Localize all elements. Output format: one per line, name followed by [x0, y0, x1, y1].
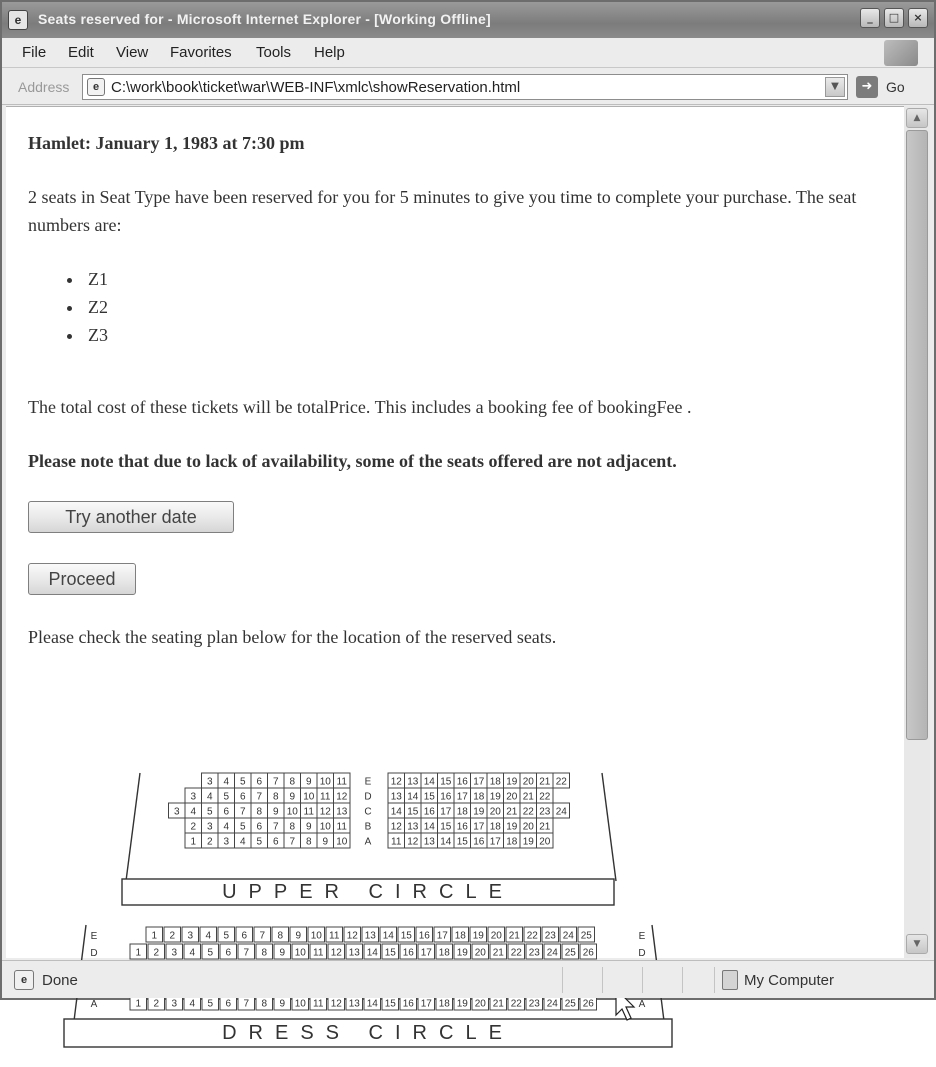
proceed-button[interactable]: Proceed — [28, 563, 136, 595]
row-label: C — [364, 806, 372, 818]
seat-number: 3 — [223, 836, 230, 848]
seat-number: 4 — [190, 806, 197, 818]
seat-number: 8 — [289, 776, 296, 788]
seat-number: 8 — [261, 998, 268, 1010]
seat-number: 8 — [256, 806, 263, 818]
seat-number: 5 — [207, 947, 214, 959]
seat-number: 26 — [582, 947, 594, 959]
seat-number: 19 — [456, 947, 468, 959]
scroll-thumb[interactable] — [906, 130, 928, 740]
seat-number: 14 — [423, 821, 435, 833]
scroll-down-icon[interactable]: ▼ — [906, 934, 928, 954]
seat-number: 6 — [225, 947, 232, 959]
seat-number: 12 — [319, 806, 331, 818]
seat-number: 18 — [438, 998, 450, 1010]
seat-number: 12 — [336, 791, 348, 803]
seat-number: 8 — [261, 947, 268, 959]
row-label: A — [638, 999, 646, 1010]
address-label: Address — [18, 79, 70, 95]
seat-number: 14 — [440, 836, 452, 848]
seat-number: 20 — [490, 930, 502, 942]
seat-number: 21 — [492, 998, 504, 1010]
seat-number: 12 — [330, 998, 342, 1010]
row-label: D — [90, 948, 98, 959]
seat-number: 8 — [272, 791, 279, 803]
seat-number: 15 — [440, 776, 452, 788]
seat-number: 26 — [582, 998, 594, 1010]
seat-number: 19 — [489, 791, 501, 803]
status-divider — [562, 967, 563, 993]
row-label: D — [364, 791, 372, 803]
seat-number: 8 — [305, 836, 312, 848]
seat-number: 12 — [407, 836, 419, 848]
seat-number: 24 — [546, 998, 558, 1010]
total-cost-text: The total cost of these tickets will be totalPrice. This includes a booking fee of bookingFee . — [28, 397, 692, 417]
maximize-button[interactable]: □ — [884, 8, 904, 28]
seat-number: 11 — [391, 836, 402, 848]
go-arrow-icon[interactable]: ➜ — [856, 76, 878, 98]
seat-number: 21 — [539, 776, 551, 788]
window-title: Seats reserved for - Microsoft Internet Explorer - [Working Offline] — [38, 11, 491, 27]
seat-number: 9 — [279, 947, 286, 959]
seat-number: 1 — [135, 998, 142, 1010]
seat-number: 15 — [423, 791, 435, 803]
seat-number: 11 — [313, 998, 324, 1010]
seat-number: 22 — [510, 998, 522, 1010]
seat-number: 25 — [580, 930, 592, 942]
seat-number: 19 — [506, 776, 518, 788]
status-divider — [714, 967, 715, 993]
seat-number: 10 — [294, 998, 306, 1010]
seat-number: 3 — [171, 998, 178, 1010]
seat-number: 10 — [319, 821, 331, 833]
seat-number: 9 — [305, 821, 312, 833]
seat-number: 16 — [473, 836, 485, 848]
seat-number: 13 — [407, 776, 419, 788]
seat-number: 12 — [390, 821, 402, 833]
seat-number: 19 — [473, 806, 485, 818]
seat-number: 11 — [303, 806, 314, 818]
seat-number: 6 — [225, 998, 232, 1010]
seat-number: 20 — [474, 998, 486, 1010]
availability-note: Please note that due to lack of availability, some of the seats offered are not adjacent. — [28, 451, 677, 471]
seat-number: 14 — [366, 947, 378, 959]
seat-number: 16 — [440, 791, 452, 803]
seat-number: 17 — [420, 947, 432, 959]
title-bar — [2, 2, 934, 38]
seating-plan-text: Please check the seating plan below for the location of the reserved seats. — [28, 627, 557, 647]
seat-number: 11 — [336, 776, 347, 788]
seat-number: 13 — [423, 836, 435, 848]
seat-number: 2 — [190, 821, 197, 833]
seat-number: 8 — [289, 821, 296, 833]
seat-number: 18 — [506, 836, 518, 848]
status-bar — [2, 960, 934, 998]
seat-number: 11 — [336, 821, 347, 833]
seat-number: 22 — [555, 776, 567, 788]
seat-number: 3 — [187, 930, 194, 942]
seat-number: 7 — [289, 836, 296, 848]
seat-number: 22 — [526, 930, 538, 942]
seat-number: 7 — [256, 791, 263, 803]
seat-number: 4 — [239, 836, 246, 848]
dress-circle-label: DRESS CIRCLE — [222, 1022, 514, 1044]
reservation-intro: 2 seats in Seat Type have been reserved for you for 5 minutes to give you time to complete your purchase. The seat numbers are: — [28, 187, 857, 235]
menu-tools[interactable]: Tools — [256, 44, 292, 61]
seat-number: 3 — [206, 821, 213, 833]
seat-number: 22 — [539, 791, 551, 803]
row-label: D — [638, 948, 646, 959]
seat-number: 15 — [456, 836, 468, 848]
computer-icon — [722, 970, 738, 990]
seat-number: 2 — [153, 998, 160, 1010]
row-label: E — [638, 931, 646, 942]
seat-number: 6 — [256, 776, 263, 788]
seat-number: 17 — [473, 821, 485, 833]
seat-number: 22 — [522, 806, 534, 818]
status-text: Done — [42, 972, 78, 989]
seat-number: 24 — [555, 806, 567, 818]
seat-number: 9 — [322, 836, 329, 848]
seat-number: 1 — [151, 930, 158, 942]
seat-number: 14 — [382, 930, 394, 942]
seat-number: 5 — [223, 791, 230, 803]
seat-number: 8 — [277, 930, 284, 942]
seat-number: 13 — [390, 791, 402, 803]
menu-bar — [2, 38, 934, 68]
seat-number: 19 — [506, 821, 518, 833]
address-bar — [2, 69, 934, 105]
seat-number: 20 — [522, 776, 534, 788]
seat-number: 7 — [243, 998, 250, 1010]
seat-number: 5 — [239, 821, 246, 833]
seat-number: 10 — [336, 836, 348, 848]
seat-number: 14 — [407, 791, 419, 803]
seat-number: 17 — [489, 836, 501, 848]
seat-number: 4 — [205, 930, 212, 942]
go-button[interactable]: Go — [886, 79, 905, 95]
page-heading: Hamlet: January 1, 1983 at 7:30 pm — [28, 133, 305, 153]
seat-number: 20 — [506, 791, 518, 803]
seat-number: 24 — [546, 947, 558, 959]
seat-number: 16 — [402, 998, 414, 1010]
seat-number: 19 — [472, 930, 484, 942]
seat-number: 5 — [223, 930, 230, 942]
page-icon: e — [87, 78, 105, 96]
seat-number: 22 — [510, 947, 522, 959]
seat-number: 10 — [294, 947, 306, 959]
seat-number: 4 — [206, 791, 213, 803]
seat-number: 18 — [489, 821, 501, 833]
seat-number: 13 — [364, 930, 376, 942]
seat-number: 7 — [239, 806, 246, 818]
menu-file[interactable]: File — [22, 44, 47, 61]
seat-number: 6 — [272, 836, 279, 848]
status-divider — [602, 967, 603, 993]
seat-number: 23 — [539, 806, 551, 818]
seat-number: 17 — [436, 930, 448, 942]
menu-favorites[interactable]: Favorites — [170, 44, 232, 61]
seat-number: 12 — [330, 947, 342, 959]
seat-number: 21 — [492, 947, 504, 959]
seat-number: 5 — [256, 836, 263, 848]
seat-number: 6 — [256, 821, 263, 833]
seat-number: 4 — [189, 947, 196, 959]
seat-number: 25 — [564, 947, 576, 959]
seat-number: 10 — [319, 776, 331, 788]
seat-number: 5 — [239, 776, 246, 788]
seat-number: 10 — [310, 930, 322, 942]
seat-item: • Z1 — [84, 265, 108, 293]
seat-number: 23 — [528, 947, 540, 959]
seat-number: 7 — [272, 776, 279, 788]
row-label: B — [364, 821, 372, 833]
windows-logo-icon — [884, 40, 918, 66]
seat-number: 6 — [223, 806, 230, 818]
seating-plan[interactable] — [56, 767, 696, 1067]
seat-number: 13 — [336, 806, 348, 818]
seat-number: 18 — [489, 776, 501, 788]
seat-number: 23 — [544, 930, 556, 942]
row-label: E — [364, 776, 372, 788]
seat-number: 21 — [522, 791, 534, 803]
seat-number: 16 — [456, 776, 468, 788]
zone-text: My Computer — [744, 972, 835, 989]
seat-number: 13 — [348, 998, 360, 1010]
seat-number: 11 — [320, 791, 331, 803]
seat-number: 15 — [384, 947, 396, 959]
seat-number: 17 — [473, 776, 485, 788]
address-dropdown-icon[interactable]: ▼ — [825, 77, 845, 97]
seat-item: • Z3 — [84, 321, 108, 349]
row-label: E — [90, 931, 98, 942]
seat-number: 4 — [223, 776, 230, 788]
seat-number: 18 — [454, 930, 466, 942]
seat-number: 18 — [438, 947, 450, 959]
seat-number: 20 — [474, 947, 486, 959]
menu-view[interactable]: View — [116, 44, 149, 61]
row-label: A — [90, 999, 98, 1010]
seat-number: 17 — [440, 806, 452, 818]
seat-number: 9 — [289, 791, 296, 803]
upper-circle-label: UPPER CIRCLE — [222, 881, 514, 903]
seat-number: 23 — [528, 998, 540, 1010]
seat-number: 7 — [243, 947, 250, 959]
address-url: C:\work\book\ticket\war\WEB-INF\xmlc\showReservation.html — [111, 79, 521, 96]
seat-number: 19 — [522, 836, 534, 848]
ie-icon: e — [8, 10, 28, 30]
seat-number: 6 — [239, 791, 246, 803]
seat-number: 3 — [171, 947, 178, 959]
scroll-up-icon[interactable]: ▲ — [906, 108, 928, 128]
seat-number: 20 — [539, 836, 551, 848]
seat-number: 9 — [305, 776, 312, 788]
seat-number: 17 — [420, 998, 432, 1010]
seat-number: 25 — [564, 998, 576, 1010]
seat-number: 17 — [456, 791, 468, 803]
menu-edit[interactable]: Edit — [68, 44, 94, 61]
seat-number: 15 — [400, 930, 412, 942]
row-label: A — [364, 836, 372, 848]
seat-number: 24 — [562, 930, 574, 942]
seat-number: 18 — [456, 806, 468, 818]
seat-number: 18 — [473, 791, 485, 803]
seat-number: 21 — [506, 806, 518, 818]
seat-number: 2 — [153, 947, 160, 959]
seat-number: 21 — [508, 930, 520, 942]
seat-number: 11 — [329, 930, 340, 942]
seat-number: 6 — [241, 930, 248, 942]
seat-number: 13 — [407, 821, 419, 833]
seat-number: 3 — [190, 791, 197, 803]
vertical-scrollbar[interactable] — [904, 106, 930, 958]
seat-number: 16 — [418, 930, 430, 942]
seat-number: 3 — [206, 776, 213, 788]
seat-number: 1 — [190, 836, 197, 848]
close-button[interactable]: × — [908, 8, 928, 28]
seat-number: 15 — [440, 821, 452, 833]
seat-number: 19 — [456, 998, 468, 1010]
seat-number: 12 — [346, 930, 358, 942]
seat-number: 9 — [279, 998, 286, 1010]
menu-help[interactable]: Help — [314, 44, 345, 61]
seat-number: 12 — [390, 776, 402, 788]
seat-number: 16 — [423, 806, 435, 818]
address-input[interactable] — [82, 74, 848, 100]
seat-number: 16 — [456, 821, 468, 833]
seat-number: 1 — [135, 947, 142, 959]
seat-list — [64, 265, 108, 349]
seat-number: 4 — [223, 821, 230, 833]
page-status-icon: e — [14, 970, 34, 990]
seat-number: 14 — [423, 776, 435, 788]
seat-number: 3 — [173, 806, 180, 818]
balcony-edge — [602, 773, 616, 881]
seat-number: 15 — [384, 998, 396, 1010]
seat-number: 16 — [402, 947, 414, 959]
seat-number: 10 — [286, 806, 298, 818]
status-divider — [682, 967, 683, 993]
seat-number: 5 — [207, 998, 214, 1010]
seat-number: 9 — [272, 806, 279, 818]
seat-number: 10 — [303, 791, 315, 803]
seat-number: 9 — [295, 930, 302, 942]
status-divider — [642, 967, 643, 993]
seat-number: 13 — [348, 947, 360, 959]
seat-number: 11 — [313, 947, 324, 959]
seat-number: 20 — [489, 806, 501, 818]
seat-number: 21 — [539, 821, 551, 833]
seat-number: 14 — [390, 806, 402, 818]
minimize-button[interactable]: _ — [860, 8, 880, 28]
seat-item: • Z2 — [84, 293, 108, 321]
seat-number: 4 — [189, 998, 196, 1010]
seat-number: 2 — [206, 836, 213, 848]
balcony-edge — [126, 773, 140, 881]
seat-number: 7 — [259, 930, 266, 942]
seat-number: 5 — [206, 806, 213, 818]
seat-number: 15 — [407, 806, 419, 818]
try-another-date-button[interactable]: Try another date — [28, 501, 234, 533]
seat-number: 14 — [366, 998, 378, 1010]
seat-number: 2 — [169, 930, 176, 942]
seat-number: 7 — [272, 821, 279, 833]
seat-number: 20 — [522, 821, 534, 833]
